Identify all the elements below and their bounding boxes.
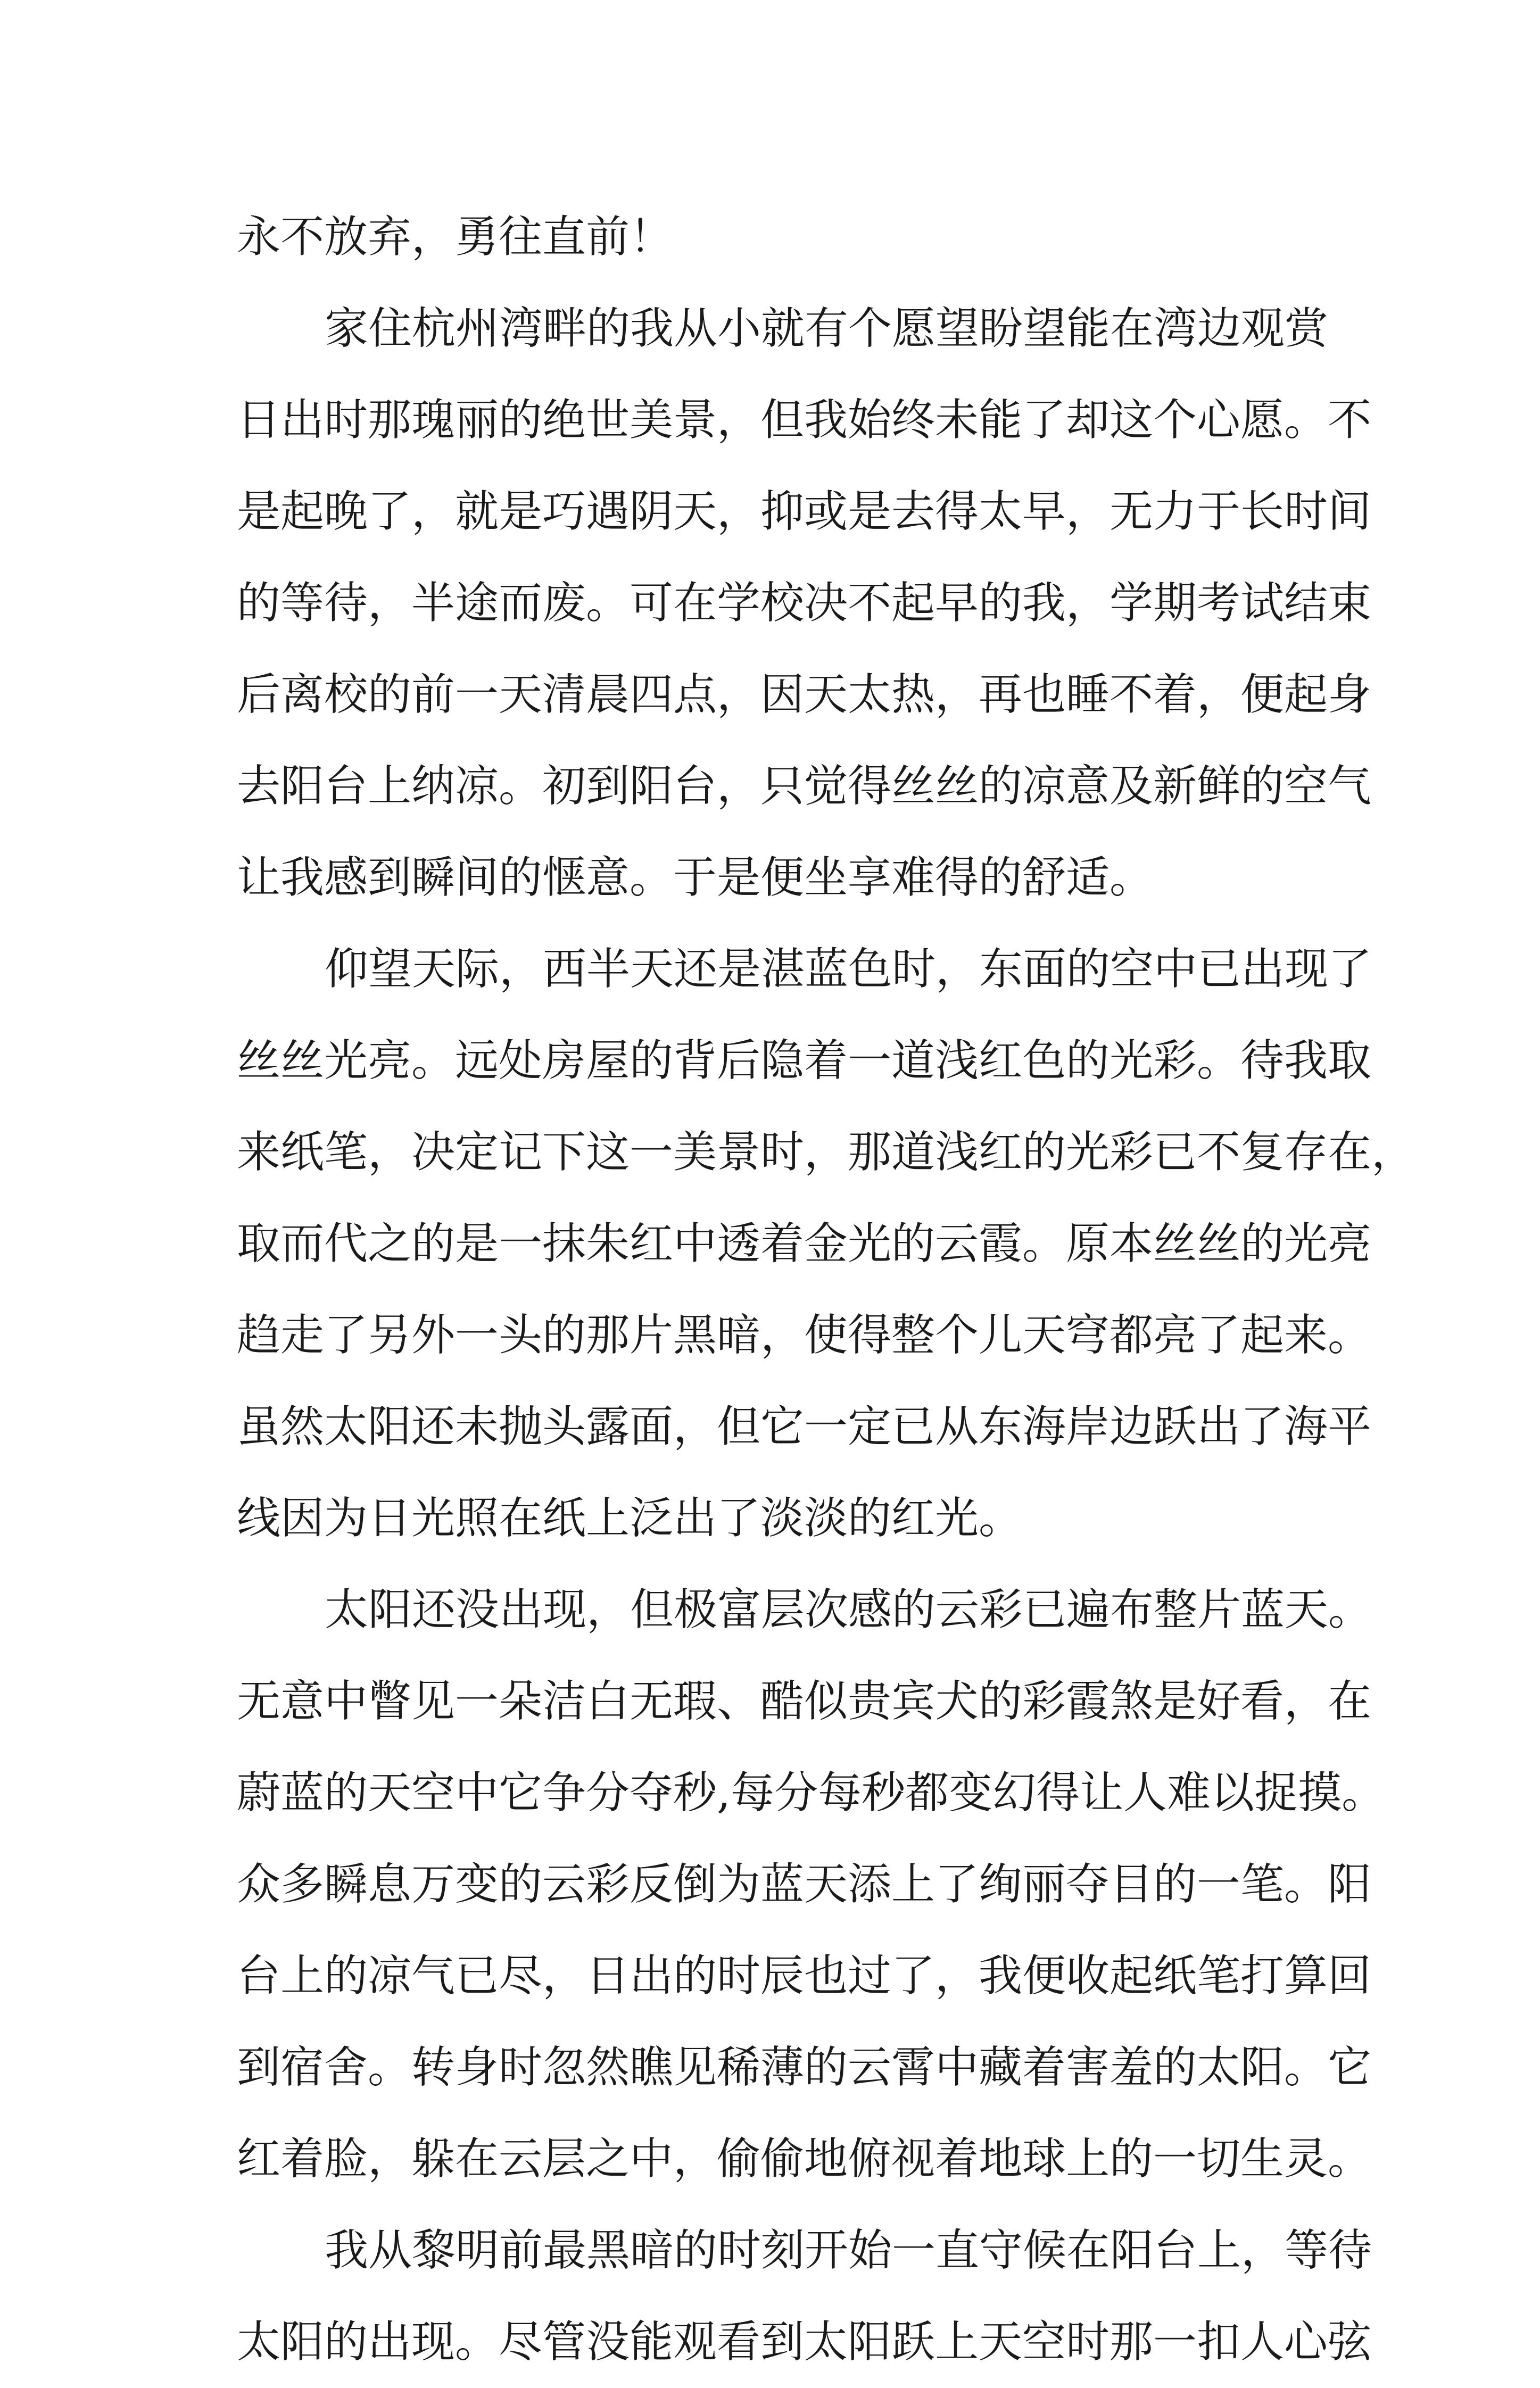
text-line: 的等待，半途而废。可在学校决不起早的我，学期考试结束 <box>237 578 1372 628</box>
text-line: 无意中瞥见一朵洁白无瑕、酷似贵宾犬的彩霞煞是好看，在 <box>237 1676 1372 1727</box>
text-line: 取而代之的是一抹朱红中透着金光的云霞。原本丝丝的光亮 <box>237 1218 1372 1269</box>
text-line: 让我感到瞬间的惬意。于是便坐享难得的舒适。 <box>237 852 1154 903</box>
text-line: 台上的凉气已尽，日出的时辰也过了，我便收起纸笔打算回 <box>237 1951 1372 2001</box>
text-line: 日出时那瑰丽的绝世美景，但我始终未能了却这个心愿。不 <box>237 395 1372 445</box>
paragraph-start-line: 仰望天际，西半天还是湛蓝色时，东面的空中已出现了 <box>325 944 1372 994</box>
paragraph-start-line: 我从黎明前最黑暗的时刻开始一直守候在阳台上，等待 <box>325 2225 1372 2276</box>
text-line: 是起晚了，就是巧遇阴天，抑或是去得太早，无力于长时间 <box>237 486 1372 537</box>
text-line: 永不放弃，勇往直前！ <box>237 212 674 262</box>
text-line: 来纸笔，决定记下这一美景时，那道浅红的光彩已不复存在， <box>237 1127 1415 1178</box>
text-line: 虽然太阳还未抛头露面，但它一定已从东海岸边跃出了海平 <box>237 1402 1372 1452</box>
text-line: 线因为日光照在纸上泛出了淡淡的红光。 <box>237 1493 1023 1544</box>
text-line: 丝丝光亮。远处房屋的背后隐着一道浅红色的光彩。待我取 <box>237 1035 1372 1086</box>
paragraph-start-line: 家住杭州湾畔的我从小就有个愿望盼望能在湾边观赏 <box>325 303 1329 354</box>
text-line: 蔚蓝的天空中它争分夺秒,每分每秒都变幻得让人难以捉摸。 <box>237 1768 1386 1818</box>
essay-body <box>237 192 1415 2388</box>
text-line: 去阳台上纳凉。初到阳台，只觉得丝丝的凉意及新鲜的空气 <box>237 761 1372 811</box>
text-line: 趋走了另外一头的那片黑暗，使得整个儿天穹都亮了起来。 <box>237 1310 1372 1361</box>
text-line: 后离校的前一天清晨四点，因天太热，再也睡不着，便起身 <box>237 669 1372 720</box>
text-line: 太阳的出现。尽管没能观看到太阳跃上天空时那一扣人心弦 <box>237 2317 1372 2367</box>
paragraph-start-line: 太阳还没出现，但极富层次感的云彩已遍布整片蓝天。 <box>325 1585 1372 1635</box>
text-line: 到宿舍。转身时忽然瞧见稀薄的云霄中藏着害羞的太阳。它 <box>237 2042 1372 2093</box>
text-line: 众多瞬息万变的云彩反倒为蓝天添上了绚丽夺目的一笔。阳 <box>237 1859 1372 1910</box>
text-line: 红着脸，躲在云层之中，偷偷地俯视着地球上的一切生灵。 <box>237 2134 1372 2184</box>
